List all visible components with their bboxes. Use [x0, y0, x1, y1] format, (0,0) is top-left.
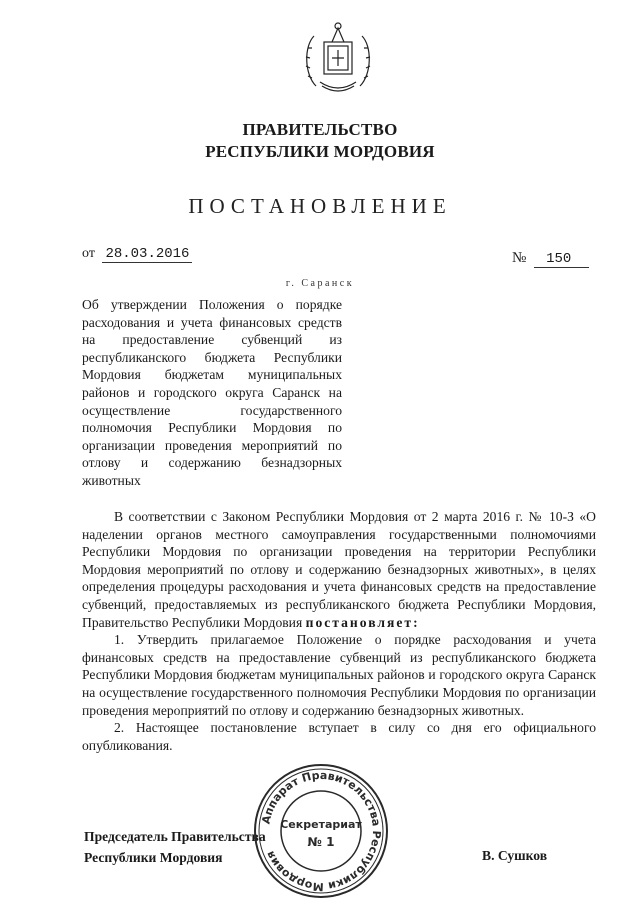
document-type-heading: ПОСТАНОВЛЕНИЕ	[188, 194, 452, 218]
preamble-text: В соответствии с Законом Республики Мордовия от 2 марта 2016 г. № 10-З «О наделении органов местного самоуправления государственными полномочиями Республики Мордовия по организации проведения на территории Республики Мордовия мероприятий по отлову и содержанию безнадзорных животных», в целях определения процедуры расходования и учета финансовых средств на предоставление субвенций, предоставляемых из республиканского бюджета Республики Мордовия, Правительство Республики Мордовия	[82, 509, 596, 630]
official-seal-stamp	[252, 762, 390, 900]
svg-text:Аппарат Правительства Республи	[259, 769, 383, 893]
document-subject: Об утверждении Положения о порядке расходования и учета финансовых средств на предоставление субвенций из республиканского бюджета Республики Мордовия бюджетам муниципальных районов и городского округа Саранск на осуществление государственного полномочия Республики Мордовия по организации проведения мероприятий по отлову и содержанию безнадзорных животных	[82, 297, 342, 488]
item-2-paragraph: 2. Настоящее постановление вступает в силу со дня его официального опубликования.	[82, 720, 596, 753]
coat-of-arms-emblem	[302, 16, 374, 96]
government-name-line2: РЕСПУБЛИКИ МОРДОВИЯ	[205, 142, 435, 161]
seal-center-line2: № 1	[307, 835, 335, 849]
date-field	[82, 246, 192, 262]
number-field	[512, 250, 589, 267]
signatory-position-line1: Председатель Правительства	[84, 829, 266, 844]
government-name-line1: ПРАВИТЕЛЬСТВО	[242, 120, 398, 139]
signatory-position-line2: Республики Мордовия	[84, 850, 223, 865]
preamble-paragraph	[82, 508, 596, 631]
document-body	[82, 508, 596, 754]
item-1-paragraph: 1. Утвердить прилагаемое Положение о порядке расходования и учета финансовых средств на предоставление субвенций из республиканского бюджета Республики Мордовия бюджетам муниципальных районов и городского округа Саранск на осуществление государственного полномочия Республики Мордовия по организации проведения мероприятий по отлову и содержанию безнадзорных животных.	[82, 632, 596, 718]
city-label: г. Саранск	[285, 278, 355, 289]
signatory-position	[84, 826, 266, 868]
number-prefix: №	[512, 250, 527, 266]
decree-word: постановляет:	[305, 614, 420, 630]
signatory-name: В. Сушков	[482, 848, 548, 863]
date-value: 28.03.2016	[102, 246, 192, 263]
seal-center-line1: Секретариат	[280, 818, 362, 831]
date-prefix: от	[82, 246, 95, 261]
number-value: 150	[534, 251, 589, 268]
seal-ring-text: Аппарат Правительства Республики Мордовия	[259, 768, 384, 894]
